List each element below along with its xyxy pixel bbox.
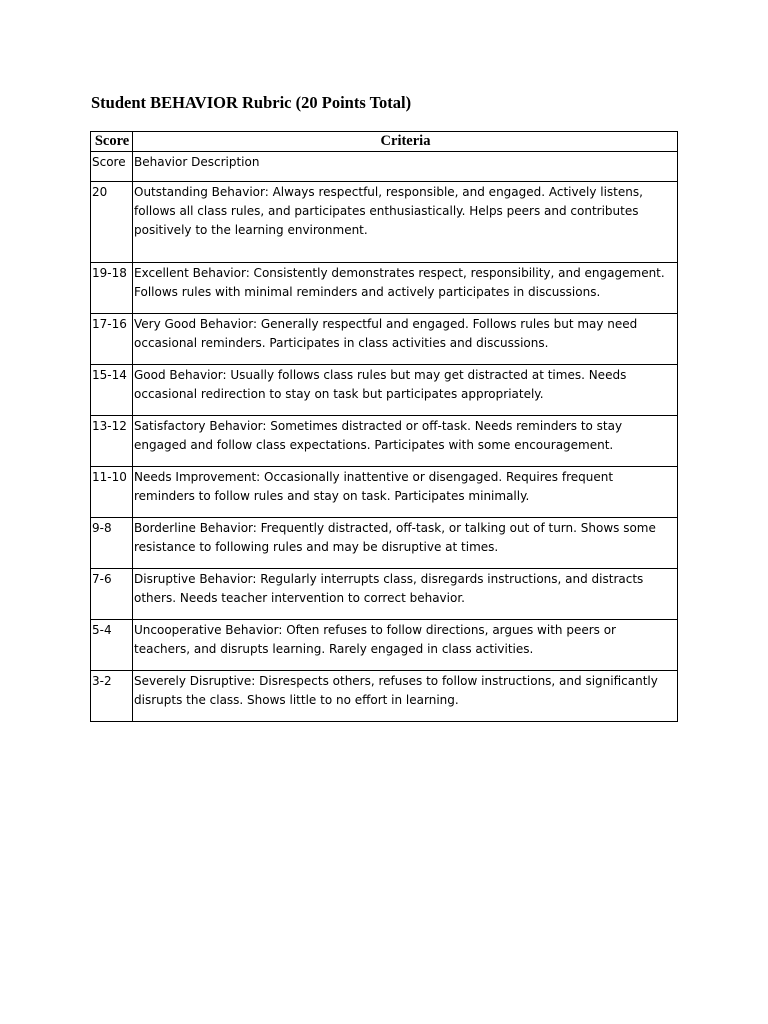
description-cell: Borderline Behavior: Frequently distracted, off-task, or talking out of turn. Shows some resistance to following rules and may be disruptive at times. [133, 518, 678, 569]
score-cell: 3-2 [91, 671, 133, 722]
subheader-description-cell: Behavior Description [133, 152, 678, 182]
page-title: Student BEHAVIOR Rubric (20 Points Total) [91, 93, 412, 112]
description-cell: Good Behavior: Usually follows class rules but may get distracted at times. Needs occasional redirection to stay on task but participates appropriately. [133, 365, 678, 416]
description-cell: Uncooperative Behavior: Often refuses to follow directions, argues with peers or teachers, and disrupts learning. Rarely engaged in class activities. [133, 620, 678, 671]
rubric-table [90, 131, 678, 722]
description-cell: Satisfactory Behavior: Sometimes distracted or off-task. Needs reminders to stay engaged and follow class expectations. Participates with some encouragement. [133, 416, 678, 467]
table-subheader-row [91, 152, 678, 182]
table-row [91, 182, 678, 263]
table-row [91, 365, 678, 416]
score-cell: 17-16 [91, 314, 133, 365]
table-row [91, 416, 678, 467]
subheader-score-cell: Score [91, 152, 133, 182]
score-column-header: Score [91, 132, 133, 152]
table-row [91, 467, 678, 518]
description-cell: Severely Disruptive: Disrespects others, refuses to follow instructions, and significantly disrupts the class. Shows little to no effort in learning. [133, 671, 678, 722]
description-cell: Very Good Behavior: Generally respectful and engaged. Follows rules but may need occasional reminders. Participates in class activities and discussions. [133, 314, 678, 365]
score-cell: 9-8 [91, 518, 133, 569]
table-row [91, 518, 678, 569]
score-cell: 7-6 [91, 569, 133, 620]
description-cell: Outstanding Behavior: Always respectful, responsible, and engaged. Actively listens, follows all class rules, and participates enthusiastically. Helps peers and contributes positively to the learning environment. [133, 182, 678, 263]
score-cell: 13-12 [91, 416, 133, 467]
table-row [91, 569, 678, 620]
score-cell: 5-4 [91, 620, 133, 671]
description-cell: Excellent Behavior: Consistently demonstrates respect, responsibility, and engagement. Follows rules with minimal reminders and actively participates in discussions. [133, 263, 678, 314]
table-row [91, 620, 678, 671]
score-cell: 15-14 [91, 365, 133, 416]
table-row [91, 263, 678, 314]
score-cell: 11-10 [91, 467, 133, 518]
criteria-column-header: Criteria [133, 132, 678, 152]
score-cell: 19-18 [91, 263, 133, 314]
description-cell: Disruptive Behavior: Regularly interrupts class, disregards instructions, and distracts others. Needs teacher intervention to correct behavior. [133, 569, 678, 620]
description-cell: Needs Improvement: Occasionally inattentive or disengaged. Requires frequent reminders to follow rules and stay on task. Participates minimally. [133, 467, 678, 518]
table-header-row [91, 132, 678, 152]
table-row [91, 314, 678, 365]
score-cell: 20 [91, 182, 133, 263]
table-row [91, 671, 678, 722]
